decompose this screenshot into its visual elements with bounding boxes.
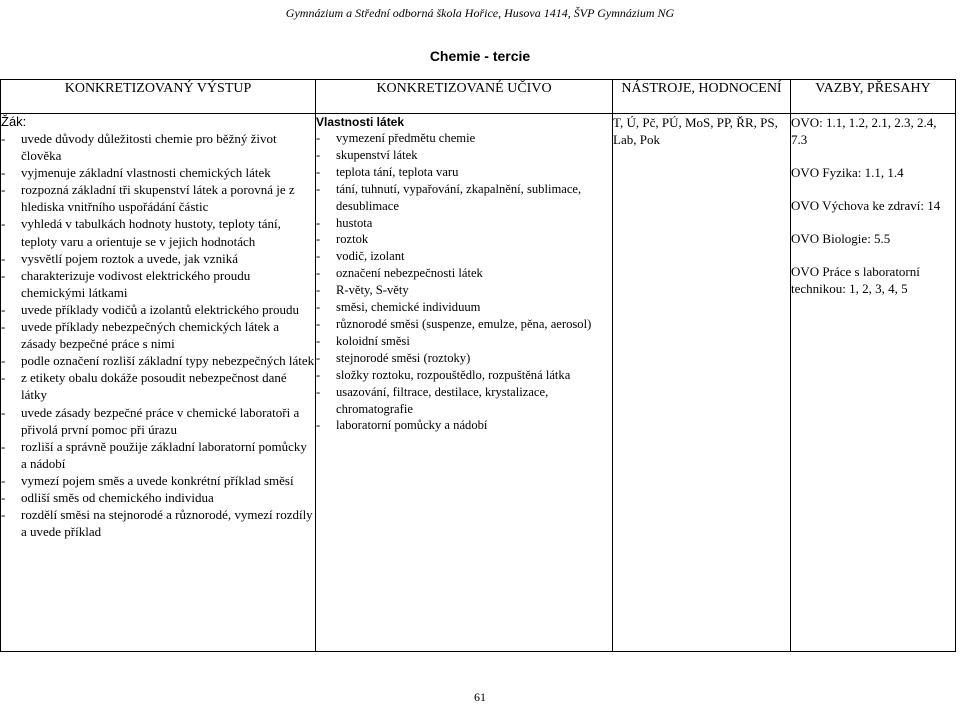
content-item-text: hustota (336, 215, 373, 230)
content-item (316, 248, 612, 265)
header-links: VAZBY, PŘESAHY (791, 80, 956, 114)
content-item (316, 282, 612, 299)
output-item (1, 489, 315, 506)
bullet-dash: - (1, 250, 6, 266)
bullet-dash: - (1, 319, 6, 335)
output-item (1, 438, 315, 472)
bullet-dash: - (316, 215, 321, 230)
output-item-text: vyhledá v tabulkách hodnoty hustoty, teploty tání, teploty varu a orientuje se v jejich hodnotách (21, 216, 281, 249)
bullet-dash: - (316, 164, 321, 179)
output-item (1, 267, 315, 301)
content-item (316, 130, 612, 147)
tools-text: T, Ú, Pč, PÚ, MoS, PP, ŘR, PS, Lab, Pok (613, 115, 778, 147)
content-item (316, 350, 612, 367)
table-body-row (1, 114, 956, 652)
content-item-text: teplota tání, teplota varu (336, 164, 459, 179)
content-item-text: skupenství látek (336, 147, 418, 162)
bullet-dash: - (316, 147, 321, 162)
table-header-row (1, 80, 956, 114)
content-item-text: roztok (336, 232, 369, 247)
links-list (791, 114, 955, 297)
link-item: OVO Fyzika: 1.1, 1.4 (791, 165, 904, 180)
output-item-text: uvede příklady vodičů a izolantů elektrického proudu (21, 301, 299, 317)
outputs-list (1, 130, 315, 540)
tools-cell (613, 114, 791, 652)
subject-title: Chemie - tercie (429, 48, 531, 64)
bullet-dash: - (316, 300, 321, 315)
bullet-dash: - (1, 472, 6, 488)
bullet-dash: - (316, 333, 321, 348)
link-item: OVO Práce s laboratorní technikou: 1, 2, 3, 4, 5 (791, 264, 920, 296)
bullet-dash: - (316, 131, 321, 145)
output-item-text: vymezí pojem směs a uvede konkrétní příklad směsí (21, 472, 294, 488)
output-item-text: podle označení rozliší základní typy nebezpečných látek (21, 353, 315, 369)
output-item-text: vyjmenuje základní vlastnosti chemických látek (21, 165, 271, 181)
bullet-dash: - (316, 232, 321, 247)
output-item-text: rozdělí směsi na stejnorodé a různorodé, vymezí rozdíly a uvede příklad (21, 507, 313, 540)
content-item-text: směsi, chemické individuum (336, 300, 481, 315)
bullet-dash: - (1, 353, 6, 369)
content-item-text: označení nebezpečnosti látek (336, 266, 483, 281)
output-item-text: uvede příklady nebezpečných chemických látek a zásady bezpečné práce s nimi (21, 319, 280, 352)
bullet-dash: - (316, 181, 321, 196)
bullet-dash: - (1, 489, 6, 505)
content-item (316, 333, 612, 350)
header-tools: NÁSTROJE, HODNOCENÍ (613, 80, 791, 114)
output-item-text: z etikety obalu dokáže posoudit nebezpečnost dané látky (21, 370, 287, 403)
output-item-text: vysvětlí pojem roztok a uvede, jak vzniká (21, 250, 238, 266)
bullet-dash: - (1, 165, 6, 181)
header-output: KONKRETIZOVANÝ VÝSTUP (1, 80, 316, 114)
content-item (316, 384, 612, 418)
output-item (1, 164, 315, 181)
content-item-text: stejnorodé směsi (roztoky) (336, 350, 471, 365)
bullet-dash: - (1, 131, 6, 146)
content-item-text: různorodé směsi (suspenze, emulze, pěna, aerosol) (336, 316, 592, 331)
content-item-text: R-věty, S-věty (336, 283, 409, 298)
content-item-text: laboratorní pomůcky a nádobí (336, 418, 488, 433)
content-item-text: vodič, izolant (336, 249, 405, 264)
bullet-dash: - (1, 404, 6, 420)
output-item (1, 181, 315, 215)
output-item-text: rozliší a správně použije základní laboratorní pomůcky a nádobí (21, 438, 307, 471)
bullet-dash: - (1, 216, 6, 232)
output-item (1, 130, 315, 164)
output-item-text: uvede důvody důležitosti chemie pro běžný život člověka (21, 131, 277, 164)
content-item-text: tání, tuhnutí, vypařování, zkapalnění, sublimace, desublimace (336, 181, 582, 213)
bullet-dash: - (316, 283, 321, 298)
links-cell (791, 114, 956, 652)
output-item (1, 404, 315, 438)
content-item (316, 215, 612, 232)
content-item (316, 231, 612, 248)
bullet-dash: - (316, 418, 321, 433)
output-item (1, 318, 315, 352)
header-content: KONKRETIZOVANÉ UČIVO (316, 80, 613, 114)
bullet-dash: - (316, 316, 321, 331)
output-item (1, 472, 315, 489)
content-item (316, 299, 612, 316)
bullet-dash: - (316, 350, 321, 365)
curriculum-table (0, 79, 956, 652)
content-cell (316, 114, 613, 652)
link-item: OVO Biologie: 5.5 (791, 231, 891, 246)
bullet-dash: - (316, 384, 321, 399)
output-item (1, 506, 315, 540)
content-list (316, 130, 612, 434)
school-header: Gymnázium a Střední odborná škola Hořice, Husova 1414, ŠVP Gymnázium NG (285, 6, 675, 20)
output-item (1, 352, 315, 369)
output-item-text: rozpozná základní tři skupenství látek a porovná je z hlediska vnitřního uspořádání částic (21, 182, 295, 215)
outputs-intro: Žák: (1, 114, 27, 129)
bullet-dash: - (1, 507, 6, 523)
content-item (316, 316, 612, 333)
content-item-text: vymezení předmětu chemie (336, 131, 476, 145)
content-item (316, 164, 612, 181)
outputs-cell (1, 114, 316, 652)
content-title: Vlastnosti látek (316, 115, 405, 129)
content-item-text: složky roztoku, rozpouštědlo, rozpuštěná látka (336, 367, 571, 382)
output-item-text: charakterizuje vodivost elektrického proudu chemickými látkami (21, 267, 251, 300)
content-item (316, 367, 612, 384)
output-item (1, 250, 315, 267)
bullet-dash: - (1, 301, 6, 317)
page-number: 61 (474, 690, 486, 704)
link-item: OVO Výchova ke zdraví: 14 (791, 198, 941, 213)
content-item-text: usazování, filtrace, destilace, krystalizace, chromatografie (336, 384, 549, 416)
content-item (316, 417, 612, 434)
bullet-dash: - (316, 367, 321, 382)
output-item-text: uvede zásady bezpečné práce v chemické laboratoři a přivolá první pomoc při úrazu (21, 404, 300, 437)
bullet-dash: - (316, 266, 321, 281)
bullet-dash: - (1, 438, 6, 454)
content-item (316, 147, 612, 164)
bullet-dash: - (1, 370, 6, 386)
bullet-dash: - (1, 182, 6, 198)
content-item (316, 181, 612, 215)
output-item-text: odliší směs od chemického individua (21, 489, 214, 505)
output-item (1, 215, 315, 249)
bullet-dash: - (316, 249, 321, 264)
bullet-dash: - (1, 267, 6, 283)
content-item (316, 265, 612, 282)
link-item: OVO: 1.1, 1.2, 2.1, 2.3, 2.4, 7.3 (791, 115, 937, 147)
output-item (1, 301, 315, 318)
output-item (1, 369, 315, 403)
content-item-text: koloidní směsi (336, 333, 410, 348)
